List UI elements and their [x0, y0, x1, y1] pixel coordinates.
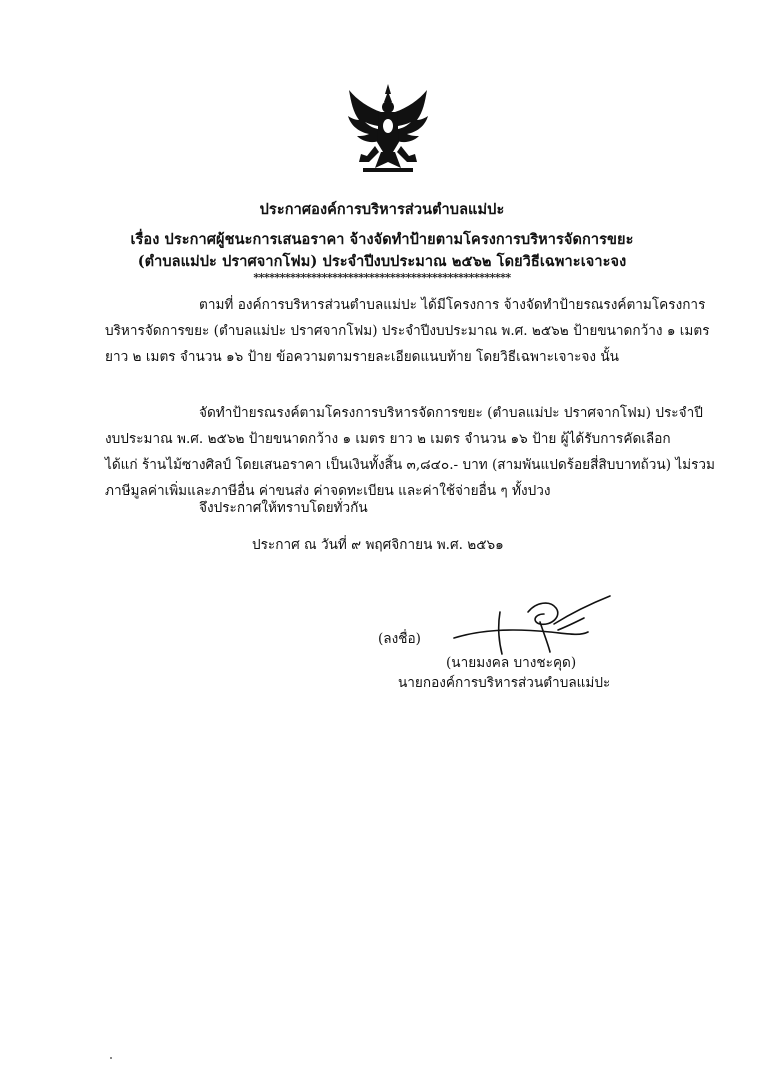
handwritten-signature	[440, 592, 620, 662]
paragraph-2-line-4: ภาษีมูลค่าเพิ่มและภาษีอื่น ค่าขนส่ง ค่าจดทะเบียน และค่าใช้จ่ายอื่น ๆ ทั้งปวง	[105, 483, 551, 499]
paragraph-2-line-3: ได้แก่ ร้านไม้ซางศิลป์ โดยเสนอราคา เป็นเงินทั้งสิ้น ๓,๘๔๐.- บาท (สามพันแปดร้อยสี่สิบบาทถ้วน) ไม่รวม	[105, 457, 716, 473]
subject-line-1: เรื่อง ประกาศผู้ชนะการเสนอราคา จ้างจัดทำป้ายตามโครงการบริหารจัดการขยะ	[130, 231, 634, 248]
document-title: ประกาศองค์การบริหารส่วนตำบลแม่ปะ	[259, 201, 505, 218]
paragraph-1-line-2: บริหารจัดการขยะ (ตำบลแม่ปะ ปราศจากโฟม) ประจำปีงบประมาณ พ.ศ. ๒๕๖๒ ป้ายขนาดกว้าง ๑ เมตร	[105, 323, 710, 339]
paragraph-2-line-2: งบประมาณ พ.ศ. ๒๕๖๒ ป้ายขนาดกว้าง ๑ เมตร ยาว ๒ เมตร จำนวน ๑๖ ป้าย ผู้ได้รับการคัดเลือก	[105, 431, 671, 447]
signature-label: (ลงชื่อ)	[378, 631, 421, 647]
separator-line: *************************************************	[253, 271, 511, 284]
subject-line-2: (ตำบลแม่ปะ ปราศจากโฟม) ประจำปีงบประมาณ ๒๕๖๒ โดยวิธีเฉพาะเจาะจง	[137, 253, 627, 270]
scan-speck	[110, 1057, 112, 1059]
paragraph-2-line-1: จัดทำป้ายรณรงค์ตามโครงการบริหารจัดการขยะ (ตำบลแม่ปะ ปราศจากโฟม) ประจำปี	[199, 405, 703, 421]
garuda-emblem-icon	[345, 82, 431, 178]
announcement-date: ประกาศ ณ วันที่ ๙ พฤศจิกายน พ.ศ. ๒๕๖๑	[252, 537, 504, 553]
announcement-text: จึงประกาศให้ทราบโดยทั่วกัน	[199, 500, 368, 516]
signer-name: (นายมงคล บางชะคุด)	[446, 655, 577, 671]
signer-position: นายกองค์การบริหารส่วนตำบลแม่ปะ	[398, 675, 611, 691]
paragraph-1-line-3: ยาว ๒ เมตร จำนวน ๑๖ ป้าย ข้อความตามรายละเอียดแนบท้าย โดยวิธีเฉพาะเจาะจง นั้น	[105, 349, 619, 365]
paragraph-1-line-1: ตามที่ องค์การบริหารส่วนตำบลแม่ปะ ได้มีโครงการ จ้างจัดทำป้ายรณรงค์ตามโครงการ	[199, 297, 706, 313]
